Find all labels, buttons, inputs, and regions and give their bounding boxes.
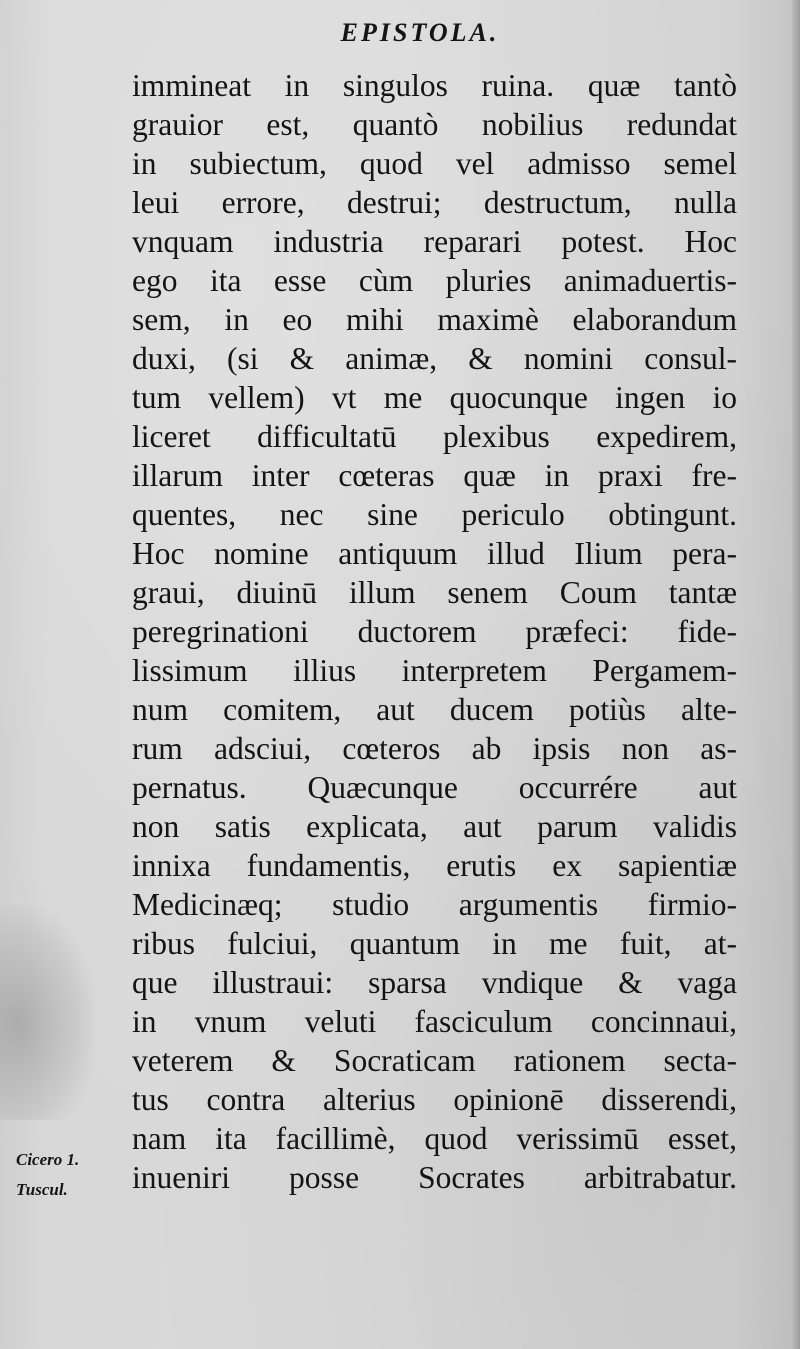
water-stain [0, 905, 95, 1120]
text-line: innixa fundamentis, erutis ex sapientiæ [132, 848, 737, 883]
text-line: tum vellem) vt me quocunque ingen io [132, 380, 737, 415]
text-line: immineat in singulos ruina. quæ tantò [132, 68, 737, 103]
text-line: non satis explicata, aut parum validis [132, 809, 737, 844]
text-line: peregrinationi ductorem præfeci: fide- [132, 614, 737, 649]
marginal-note [16, 1145, 126, 1205]
text-line: lissimum illius interpretem Pergamem- [132, 653, 737, 688]
page-edge-shadow [792, 0, 800, 1349]
text-line: Hoc nomine antiquum illud Ilium pera- [132, 536, 737, 571]
text-line: ribus fulciui, quantum in me fuit, at- [132, 926, 737, 961]
text-line: in subiectum, quod vel admisso semel [132, 146, 737, 181]
text-line: tus contra alterius opinionē disserendi, [132, 1082, 737, 1117]
text-line: in vnum veluti fasciculum concinnaui, [132, 1004, 737, 1039]
text-line: veterem & Socraticam rationem secta- [132, 1043, 737, 1078]
text-line: sem, in eo mihi maximè elaborandum [132, 302, 737, 337]
text-line: ego ita esse cùm pluries animaduertis- [132, 263, 737, 298]
text-line: num comitem, aut ducem potiùs alte- [132, 692, 737, 727]
text-line: illarum inter cœteras quæ in praxi fre- [132, 458, 737, 493]
text-line: Medicinæq; studio argumentis firmio- [132, 887, 737, 922]
marginal-note-line: Tuscul. [16, 1180, 68, 1199]
text-line: leui errore, destrui; destructum, nulla [132, 185, 737, 220]
text-line: que illustraui: sparsa vndique & vaga [132, 965, 737, 1000]
text-line: pernatus. Quæcunque occurrére aut [132, 770, 737, 805]
text-line: quentes, nec sine periculo obtingunt. [132, 497, 737, 532]
text-line: grauior est, quantò nobilius redundat [132, 107, 737, 142]
text-line: nam ita facillimè, quod verissimū esset, [132, 1121, 737, 1156]
text-line: inueniri posse Socrates arbitrabatur. [132, 1160, 737, 1195]
running-head: EPISTOLA. [340, 18, 500, 47]
text-line: graui, diuinū illum senem Coum tantæ [132, 575, 737, 610]
text-line: rum adsciui, cœteros ab ipsis non as- [132, 731, 737, 766]
marginal-note-line: Cicero 1. [16, 1150, 80, 1169]
text-line: liceret difficultatū plexibus expedirem, [132, 419, 737, 454]
text-line: vnquam industria reparari potest. Hoc [132, 224, 737, 259]
text-line: duxi, (si & animæ, & nomini consul- [132, 341, 737, 376]
body-text-block [132, 66, 737, 1197]
